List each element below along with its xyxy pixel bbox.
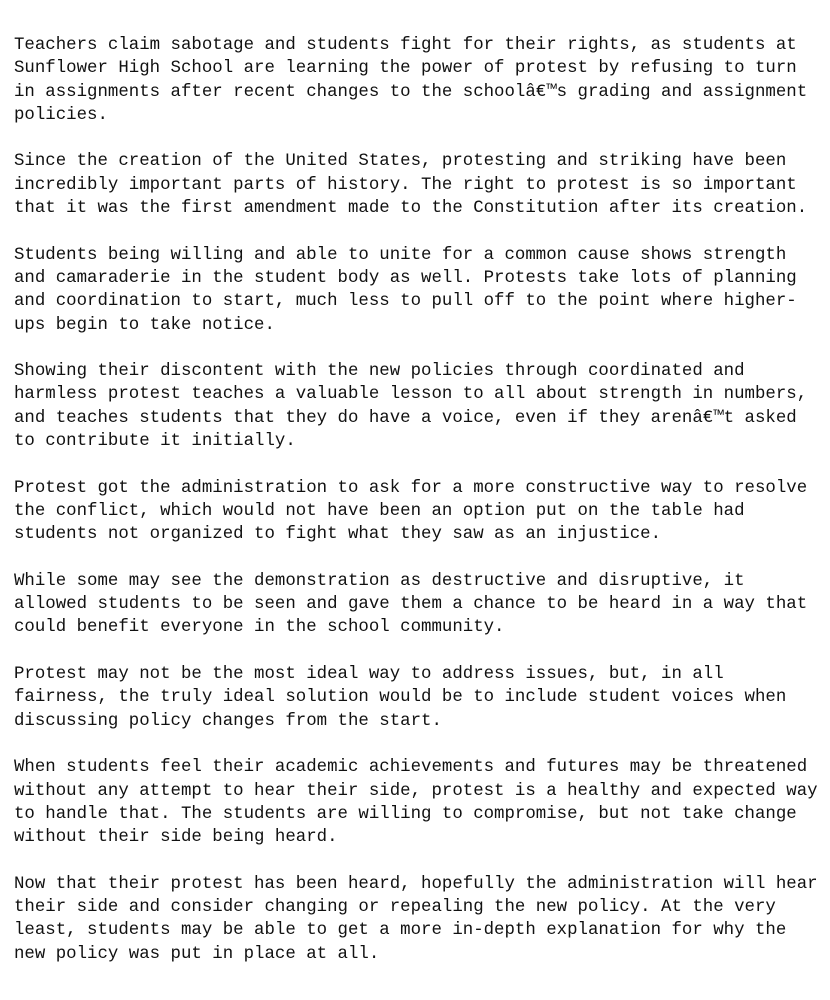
paragraph-2: Since the creation of the United States, protesting and striking have been incredibly important parts of history. The right to protest is so important that it was the first amendment made to the Constitution after its creation.	[14, 152, 808, 219]
paragraph-1: Teachers claim sabotage and students fight for their rights, as students at Sunflower High School are learning the power of protest by refusing to turn in assignments after recent changes to the schoolâ€™s grading and assignment policies.	[14, 36, 808, 125]
document-body	[14, 34, 826, 989]
paragraph-3: Students being willing and able to unite for a common cause shows strength and camaraderie in the student body as well. Protests take lots of planning and coordination to start, much less to pull off to the point where higher- ups begin to take notice.	[14, 245, 797, 335]
paragraph-8: When students feel their academic achievements and futures may be threatened without any attempt to hear their side, protest is a healthy and expected way to handle that. The students are willing to compromise, but not take change without their side being heard.	[14, 758, 818, 848]
paragraph-7: Protest may not be the most ideal way to address issues, but, in all fairness, the truly ideal solution would be to include student voices when discussing policy changes from the start.	[14, 665, 787, 731]
paragraph-5: Protest got the administration to ask for a more constructive way to resolve the conflict, which would not have been an option put on the table had students not organized to fight what they saw as an injustice.	[14, 478, 808, 545]
paragraph-6: While some may see the demonstration as destructive and disruptive, it allowed students to be seen and gave them a chance to be heard in a way that could benefit everyone in the school community.	[14, 571, 808, 638]
paragraph-4: Showing their discontent with the new policies through coordinated and harmless protest teaches a valuable lesson to all about strength in numbers, and teaches students that they do have a voice, even if they arenâ€™t asked to contribute it initially.	[14, 362, 808, 452]
paragraph-9: Now that their protest has been heard, hopefully the administration will hear their side and consider changing or repealing the new policy. At the very least, students may be able to get a more in-depth explanation for why the new policy was put in place at all.	[14, 874, 818, 964]
